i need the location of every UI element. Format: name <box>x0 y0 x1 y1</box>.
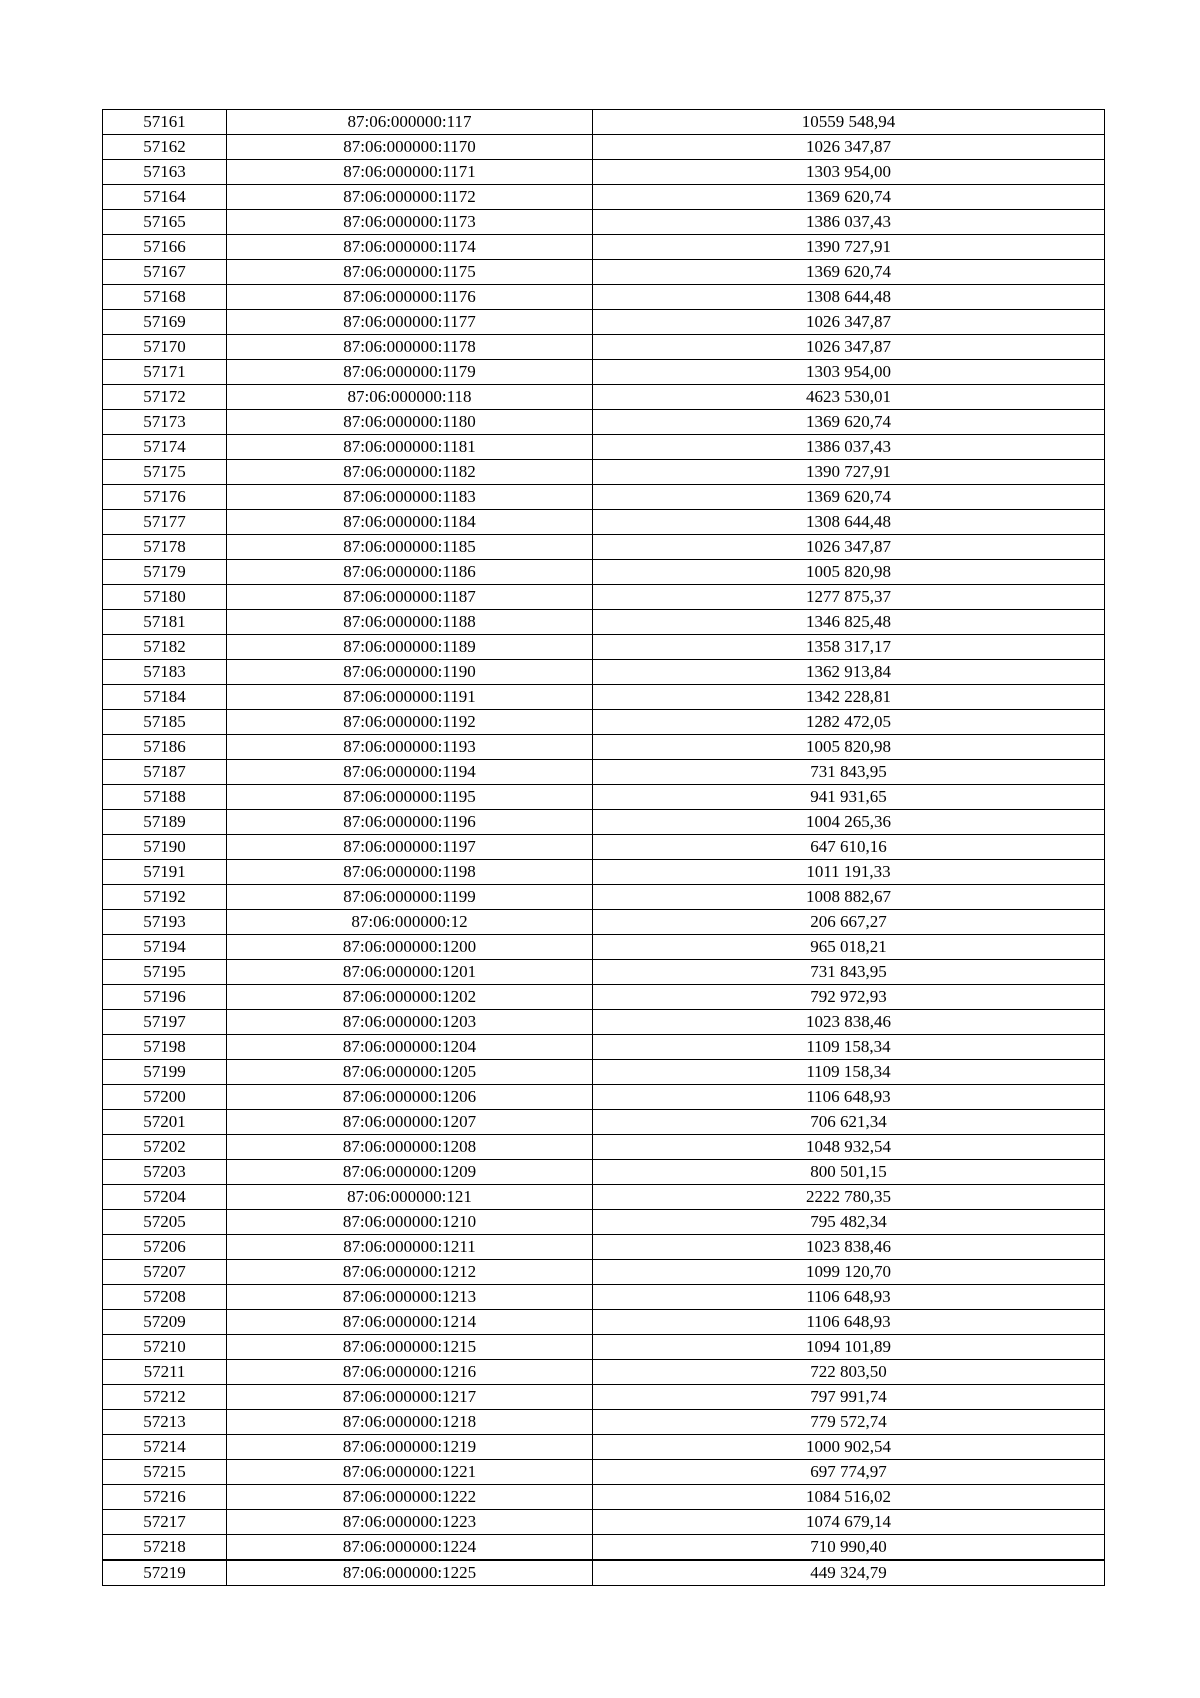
cadastral-number-cell: 87:06:000000:1193 <box>227 735 593 760</box>
cadastral-value-cell: 1308 644,48 <box>593 285 1105 310</box>
cadastral-value-cell: 1106 648,93 <box>593 1285 1105 1310</box>
cadastral-number-cell: 87:06:000000:1191 <box>227 685 593 710</box>
cadastral-number-cell: 87:06:000000:1188 <box>227 610 593 635</box>
row-number-cell: 57199 <box>103 1060 227 1085</box>
cadastral-number-cell: 87:06:000000:1189 <box>227 635 593 660</box>
cadastral-value-cell: 1026 347,87 <box>593 310 1105 335</box>
row-number-cell: 57202 <box>103 1135 227 1160</box>
table-row <box>103 360 1105 385</box>
cadastral-number-cell: 87:06:000000:118 <box>227 385 593 410</box>
cadastral-number-cell: 87:06:000000:1217 <box>227 1385 593 1410</box>
cadastral-number-cell: 87:06:000000:117 <box>227 110 593 135</box>
cadastral-number-cell: 87:06:000000:1206 <box>227 1085 593 1110</box>
row-number-cell: 57210 <box>103 1335 227 1360</box>
cadastral-value-cell: 1282 472,05 <box>593 710 1105 735</box>
cadastral-value-cell: 1369 620,74 <box>593 260 1105 285</box>
row-number-cell: 57175 <box>103 460 227 485</box>
cadastral-value-cell: 1005 820,98 <box>593 560 1105 585</box>
cadastral-value-cell: 800 501,15 <box>593 1160 1105 1185</box>
table-row <box>103 1535 1105 1561</box>
table-row <box>103 1435 1105 1460</box>
cadastral-value-cell: 1026 347,87 <box>593 135 1105 160</box>
cadastral-value-cell: 1386 037,43 <box>593 435 1105 460</box>
row-number-cell: 57201 <box>103 1110 227 1135</box>
row-number-cell: 57215 <box>103 1460 227 1485</box>
row-number-cell: 57186 <box>103 735 227 760</box>
row-number-cell: 57168 <box>103 285 227 310</box>
row-number-cell: 57187 <box>103 760 227 785</box>
table-row <box>103 135 1105 160</box>
table-row <box>103 910 1105 935</box>
table-row <box>103 1360 1105 1385</box>
table-row <box>103 610 1105 635</box>
table-row <box>103 935 1105 960</box>
cadastral-number-cell: 87:06:000000:1190 <box>227 660 593 685</box>
cadastral-value-cell: 1099 120,70 <box>593 1260 1105 1285</box>
cadastral-value-cell: 697 774,97 <box>593 1460 1105 1485</box>
cadastral-value-cell: 1074 679,14 <box>593 1510 1105 1535</box>
table-row <box>103 1235 1105 1260</box>
row-number-cell: 57204 <box>103 1185 227 1210</box>
cadastral-number-cell: 87:06:000000:1173 <box>227 210 593 235</box>
cadastral-value-cell: 722 803,50 <box>593 1360 1105 1385</box>
cadastral-value-cell: 647 610,16 <box>593 835 1105 860</box>
cadastral-value-cell: 206 667,27 <box>593 910 1105 935</box>
row-number-cell: 57192 <box>103 885 227 910</box>
row-number-cell: 57181 <box>103 610 227 635</box>
cadastral-value-cell: 1386 037,43 <box>593 210 1105 235</box>
table-row <box>103 535 1105 560</box>
cadastral-number-cell: 87:06:000000:1172 <box>227 185 593 210</box>
cadastral-value-cell: 1308 644,48 <box>593 510 1105 535</box>
row-number-cell: 57208 <box>103 1285 227 1310</box>
cadastral-number-cell: 87:06:000000:1170 <box>227 135 593 160</box>
cadastral-number-cell: 87:06:000000:1200 <box>227 935 593 960</box>
row-number-cell: 57196 <box>103 985 227 1010</box>
table-row <box>103 585 1105 610</box>
cadastral-number-cell: 87:06:000000:1203 <box>227 1010 593 1035</box>
cadastral-value-table <box>102 109 1105 1586</box>
cadastral-value-cell: 1026 347,87 <box>593 335 1105 360</box>
table-row <box>103 260 1105 285</box>
cadastral-value-cell: 1023 838,46 <box>593 1010 1105 1035</box>
table-row <box>103 1135 1105 1160</box>
cadastral-number-cell: 87:06:000000:1177 <box>227 310 593 335</box>
cadastral-value-cell: 792 972,93 <box>593 985 1105 1010</box>
table-row <box>103 285 1105 310</box>
row-number-cell: 57219 <box>103 1560 227 1586</box>
cadastral-value-cell: 1346 825,48 <box>593 610 1105 635</box>
cadastral-number-cell: 87:06:000000:1180 <box>227 410 593 435</box>
cadastral-value-cell: 1048 932,54 <box>593 1135 1105 1160</box>
row-number-cell: 57194 <box>103 935 227 960</box>
row-number-cell: 57177 <box>103 510 227 535</box>
cadastral-number-cell: 87:06:000000:1184 <box>227 510 593 535</box>
cadastral-value-cell: 1277 875,37 <box>593 585 1105 610</box>
cadastral-value-cell: 1008 882,67 <box>593 885 1105 910</box>
cadastral-value-cell: 1023 838,46 <box>593 1235 1105 1260</box>
row-number-cell: 57184 <box>103 685 227 710</box>
cadastral-number-cell: 87:06:000000:1214 <box>227 1310 593 1335</box>
row-number-cell: 57179 <box>103 560 227 585</box>
cadastral-value-cell: 1109 158,34 <box>593 1035 1105 1060</box>
table-row <box>103 685 1105 710</box>
cadastral-number-cell: 87:06:000000:1207 <box>227 1110 593 1135</box>
table-row <box>103 1510 1105 1535</box>
table-row <box>103 885 1105 910</box>
cadastral-number-cell: 87:06:000000:1221 <box>227 1460 593 1485</box>
table-row <box>103 860 1105 885</box>
cadastral-number-cell: 87:06:000000:121 <box>227 1185 593 1210</box>
row-number-cell: 57207 <box>103 1260 227 1285</box>
cadastral-value-cell: 706 621,34 <box>593 1110 1105 1135</box>
row-number-cell: 57169 <box>103 310 227 335</box>
row-number-cell: 57200 <box>103 1085 227 1110</box>
row-number-cell: 57197 <box>103 1010 227 1035</box>
table-row <box>103 560 1105 585</box>
table-row <box>103 1385 1105 1410</box>
table-row <box>103 1010 1105 1035</box>
cadastral-number-cell: 87:06:000000:1183 <box>227 485 593 510</box>
table-row <box>103 785 1105 810</box>
cadastral-value-cell: 1000 902,54 <box>593 1435 1105 1460</box>
cadastral-number-cell: 87:06:000000:1186 <box>227 560 593 585</box>
cadastral-value-cell: 1004 265,36 <box>593 810 1105 835</box>
cadastral-value-cell: 1303 954,00 <box>593 360 1105 385</box>
cadastral-value-cell: 1109 158,34 <box>593 1060 1105 1085</box>
table-row <box>103 110 1105 135</box>
cadastral-value-cell: 1303 954,00 <box>593 160 1105 185</box>
cadastral-number-cell: 87:06:000000:1198 <box>227 860 593 885</box>
table-row <box>103 510 1105 535</box>
row-number-cell: 57171 <box>103 360 227 385</box>
row-number-cell: 57218 <box>103 1535 227 1561</box>
row-number-cell: 57163 <box>103 160 227 185</box>
cadastral-value-cell: 1342 228,81 <box>593 685 1105 710</box>
table-row <box>103 460 1105 485</box>
table-row <box>103 1060 1105 1085</box>
cadastral-number-cell: 87:06:000000:1209 <box>227 1160 593 1185</box>
table-row <box>103 710 1105 735</box>
cadastral-value-cell: 1026 347,87 <box>593 535 1105 560</box>
row-number-cell: 57217 <box>103 1510 227 1535</box>
row-number-cell: 57161 <box>103 110 227 135</box>
cadastral-number-cell: 87:06:000000:1179 <box>227 360 593 385</box>
table-row <box>103 385 1105 410</box>
row-number-cell: 57189 <box>103 810 227 835</box>
cadastral-number-cell: 87:06:000000:1225 <box>227 1560 593 1586</box>
cadastral-value-cell: 2222 780,35 <box>593 1185 1105 1210</box>
row-number-cell: 57162 <box>103 135 227 160</box>
table-row <box>103 210 1105 235</box>
table-row <box>103 485 1105 510</box>
row-number-cell: 57190 <box>103 835 227 860</box>
table-row <box>103 810 1105 835</box>
table-row <box>103 1185 1105 1210</box>
table-row <box>103 335 1105 360</box>
cadastral-value-cell: 797 991,74 <box>593 1385 1105 1410</box>
cadastral-value-cell: 965 018,21 <box>593 935 1105 960</box>
cadastral-number-cell: 87:06:000000:1210 <box>227 1210 593 1235</box>
cadastral-number-cell: 87:06:000000:1211 <box>227 1235 593 1260</box>
row-number-cell: 57176 <box>103 485 227 510</box>
table-row <box>103 1085 1105 1110</box>
table-row <box>103 185 1105 210</box>
table-row <box>103 1110 1105 1135</box>
cadastral-number-cell: 87:06:000000:1171 <box>227 160 593 185</box>
cadastral-number-cell: 87:06:000000:1212 <box>227 1260 593 1285</box>
table-row <box>103 960 1105 985</box>
table-row <box>103 1335 1105 1360</box>
cadastral-number-cell: 87:06:000000:12 <box>227 910 593 935</box>
table-row <box>103 235 1105 260</box>
row-number-cell: 57203 <box>103 1160 227 1185</box>
table-body <box>103 110 1105 1586</box>
table-row <box>103 160 1105 185</box>
table-row <box>103 1485 1105 1510</box>
cadastral-number-cell: 87:06:000000:1199 <box>227 885 593 910</box>
table-row <box>103 1260 1105 1285</box>
table-row <box>103 1560 1105 1586</box>
cadastral-value-cell: 779 572,74 <box>593 1410 1105 1435</box>
cadastral-number-cell: 87:06:000000:1175 <box>227 260 593 285</box>
row-number-cell: 57216 <box>103 1485 227 1510</box>
row-number-cell: 57195 <box>103 960 227 985</box>
cadastral-value-cell: 1094 101,89 <box>593 1335 1105 1360</box>
cadastral-value-cell: 1005 820,98 <box>593 735 1105 760</box>
cadastral-number-cell: 87:06:000000:1215 <box>227 1335 593 1360</box>
cadastral-value-cell: 941 931,65 <box>593 785 1105 810</box>
cadastral-number-cell: 87:06:000000:1205 <box>227 1060 593 1085</box>
table-row <box>103 835 1105 860</box>
cadastral-number-cell: 87:06:000000:1219 <box>227 1435 593 1460</box>
table-row <box>103 760 1105 785</box>
cadastral-number-cell: 87:06:000000:1208 <box>227 1135 593 1160</box>
cadastral-number-cell: 87:06:000000:1224 <box>227 1535 593 1561</box>
table-row <box>103 1035 1105 1060</box>
table-row <box>103 635 1105 660</box>
cadastral-number-cell: 87:06:000000:1192 <box>227 710 593 735</box>
table-row <box>103 1210 1105 1235</box>
row-number-cell: 57164 <box>103 185 227 210</box>
cadastral-value-cell: 449 324,79 <box>593 1560 1105 1586</box>
cadastral-value-cell: 1358 317,17 <box>593 635 1105 660</box>
row-number-cell: 57180 <box>103 585 227 610</box>
table-row <box>103 435 1105 460</box>
cadastral-value-cell: 1369 620,74 <box>593 485 1105 510</box>
table-row <box>103 660 1105 685</box>
row-number-cell: 57183 <box>103 660 227 685</box>
cadastral-value-cell: 1106 648,93 <box>593 1085 1105 1110</box>
cadastral-number-cell: 87:06:000000:1194 <box>227 760 593 785</box>
cadastral-number-cell: 87:06:000000:1202 <box>227 985 593 1010</box>
table-row <box>103 1160 1105 1185</box>
row-number-cell: 57191 <box>103 860 227 885</box>
cadastral-number-cell: 87:06:000000:1178 <box>227 335 593 360</box>
row-number-cell: 57185 <box>103 710 227 735</box>
row-number-cell: 57166 <box>103 235 227 260</box>
cadastral-value-cell: 1362 913,84 <box>593 660 1105 685</box>
cadastral-value-cell: 1369 620,74 <box>593 410 1105 435</box>
cadastral-number-cell: 87:06:000000:1222 <box>227 1485 593 1510</box>
cadastral-number-cell: 87:06:000000:1204 <box>227 1035 593 1060</box>
row-number-cell: 57167 <box>103 260 227 285</box>
cadastral-number-cell: 87:06:000000:1176 <box>227 285 593 310</box>
row-number-cell: 57165 <box>103 210 227 235</box>
cadastral-number-cell: 87:06:000000:1185 <box>227 535 593 560</box>
cadastral-value-cell: 1084 516,02 <box>593 1485 1105 1510</box>
table-row <box>103 310 1105 335</box>
row-number-cell: 57198 <box>103 1035 227 1060</box>
cadastral-value-cell: 10559 548,94 <box>593 110 1105 135</box>
cadastral-number-cell: 87:06:000000:1201 <box>227 960 593 985</box>
cadastral-number-cell: 87:06:000000:1218 <box>227 1410 593 1435</box>
table-row <box>103 1285 1105 1310</box>
cadastral-number-cell: 87:06:000000:1197 <box>227 835 593 860</box>
table-row <box>103 1460 1105 1485</box>
row-number-cell: 57172 <box>103 385 227 410</box>
cadastral-value-cell: 1390 727,91 <box>593 235 1105 260</box>
cadastral-number-cell: 87:06:000000:1216 <box>227 1360 593 1385</box>
cadastral-value-cell: 1369 620,74 <box>593 185 1105 210</box>
table-row <box>103 410 1105 435</box>
row-number-cell: 57206 <box>103 1235 227 1260</box>
cadastral-number-cell: 87:06:000000:1187 <box>227 585 593 610</box>
row-number-cell: 57182 <box>103 635 227 660</box>
cadastral-value-cell: 731 843,95 <box>593 760 1105 785</box>
row-number-cell: 57205 <box>103 1210 227 1235</box>
cadastral-number-cell: 87:06:000000:1181 <box>227 435 593 460</box>
table-row <box>103 735 1105 760</box>
row-number-cell: 57214 <box>103 1435 227 1460</box>
row-number-cell: 57209 <box>103 1310 227 1335</box>
row-number-cell: 57178 <box>103 535 227 560</box>
cadastral-number-cell: 87:06:000000:1195 <box>227 785 593 810</box>
cadastral-number-cell: 87:06:000000:1196 <box>227 810 593 835</box>
cadastral-value-cell: 795 482,34 <box>593 1210 1105 1235</box>
cadastral-value-cell: 1011 191,33 <box>593 860 1105 885</box>
row-number-cell: 57211 <box>103 1360 227 1385</box>
table-row <box>103 985 1105 1010</box>
row-number-cell: 57193 <box>103 910 227 935</box>
cadastral-value-cell: 1390 727,91 <box>593 460 1105 485</box>
cadastral-number-cell: 87:06:000000:1182 <box>227 460 593 485</box>
table-row <box>103 1310 1105 1335</box>
table-row <box>103 1410 1105 1435</box>
cadastral-number-cell: 87:06:000000:1223 <box>227 1510 593 1535</box>
cadastral-value-cell: 1106 648,93 <box>593 1310 1105 1335</box>
row-number-cell: 57170 <box>103 335 227 360</box>
cadastral-value-cell: 4623 530,01 <box>593 385 1105 410</box>
cadastral-number-cell: 87:06:000000:1213 <box>227 1285 593 1310</box>
cadastral-number-cell: 87:06:000000:1174 <box>227 235 593 260</box>
row-number-cell: 57174 <box>103 435 227 460</box>
row-number-cell: 57173 <box>103 410 227 435</box>
row-number-cell: 57213 <box>103 1410 227 1435</box>
row-number-cell: 57188 <box>103 785 227 810</box>
cadastral-value-cell: 731 843,95 <box>593 960 1105 985</box>
row-number-cell: 57212 <box>103 1385 227 1410</box>
cadastral-value-cell: 710 990,40 <box>593 1535 1105 1561</box>
